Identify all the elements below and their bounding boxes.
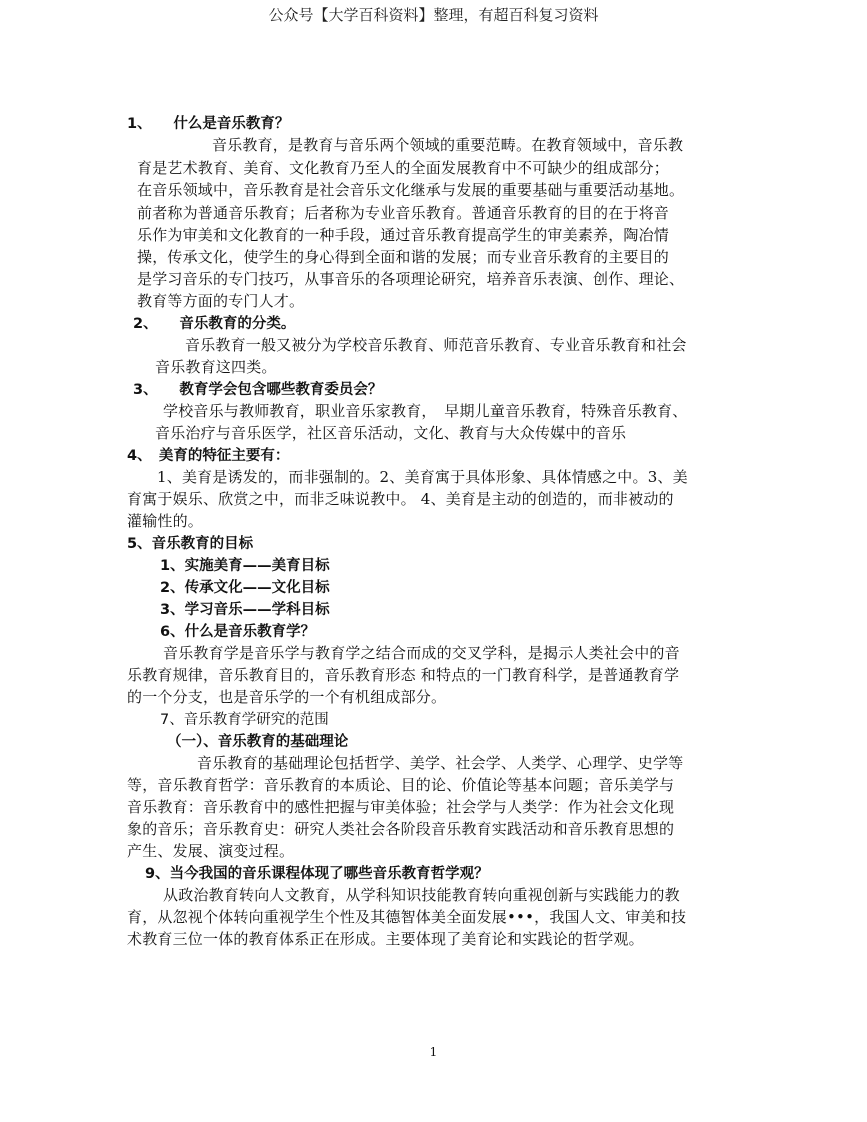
- paragraph-line: 音乐教育一般又被分为学校音乐教育、师范音乐教育、专业音乐教育和社会: [185, 336, 687, 354]
- paragraph-line: 1、美育是诱发的，而非强制的。2、美育寓于具体形象、具体情感之中。3、美: [157, 468, 688, 486]
- heading-5: 5、音乐教育的目标: [127, 536, 254, 552]
- paragraph-line: 灌输性的。: [127, 512, 204, 530]
- paragraph-line: 育寓于娱乐、欣赏之中，而非乏味说教中。 4、美育是主动的创造的，而非被动的: [127, 490, 674, 508]
- paragraph-line: 音乐教育的基础理论包括哲学、美学、社会学、人类学、心理学、史学等: [197, 754, 684, 772]
- heading-3: 3、 教育学会包含哪些教育委员会？: [133, 382, 383, 398]
- page-header: 公众号【大学百科资料】整理，有超百科复习资料: [268, 6, 599, 24]
- heading-6: 6、什么是音乐教育学？: [160, 624, 316, 640]
- paragraph-line: 等，音乐教育哲学：音乐教育的本质论、目的论、价值论等基本问题；音乐美学与: [127, 776, 675, 794]
- heading-1: 1、 什么是音乐教育？: [127, 116, 290, 132]
- paragraph-line: 音乐治疗与音乐医学，社区音乐活动，文化、教育与大众传媒中的音乐: [155, 424, 627, 442]
- paragraph-line: 从政治教育转向人文教育，从学科知识技能教育转向重视创新与实践能力的教: [163, 886, 680, 904]
- paragraph-line: 乐作为审美和文化教育的一种手段，通过音乐教育提高学生的审美素养，陶冶情: [137, 226, 670, 244]
- heading-7: 7、音乐教育学研究的范围: [160, 712, 329, 728]
- paragraph-line: 产生、发展、演变过程。: [127, 842, 295, 860]
- paragraph-line: 前者称为普通音乐教育；后者称为专业音乐教育。普通音乐教育的目的在于将音: [137, 204, 670, 222]
- paragraph-line: 音乐教育这四类。: [155, 358, 277, 376]
- paragraph-line: 乐教育规律，音乐教育目的，音乐教育形态 和特点的一门教育科学，是普通教育学: [127, 666, 680, 684]
- subheading: （一）、音乐教育的基础理论: [167, 734, 349, 750]
- paragraph-line: 育是艺术教育、美育、文化教育乃至人的全面发展教育中不可缺少的组成部分；: [137, 159, 670, 177]
- paragraph-line: 是学习音乐的专门技巧，从事音乐的各项理论研究，培养音乐表演、创作、理论、: [137, 270, 685, 288]
- goal-item: 3、学习音乐——学科目标: [160, 602, 330, 618]
- page-number: 1: [429, 1045, 438, 1059]
- paragraph-line: 象的音乐；音乐教育史：研究人类社会各阶段音乐教育实践活动和音乐教育思想的: [127, 820, 675, 838]
- heading-2: 2、 音乐教育的分类。: [133, 316, 296, 332]
- paragraph-line: 操，传承文化，使学生的身心得到全面和谐的发展；而专业音乐教育的主要目的: [137, 248, 670, 266]
- paragraph-line: 音乐教育学是音乐学与教育学之结合而成的交叉学科，是揭示人类社会中的音: [163, 644, 680, 662]
- paragraph-line: 的一个分支，也是音乐学的一个有机组成部分。: [127, 688, 447, 706]
- paragraph-line: 音乐教育，是教育与音乐两个领域的重要范畴。在教育领域中，音乐教: [212, 136, 684, 154]
- goal-item: 2、传承文化——文化目标: [160, 580, 330, 596]
- paragraph-line: 术教育三位一体的教育体系正在形成。主要体现了美育论和实践论的哲学观。: [127, 930, 644, 948]
- paragraph-line: 学校音乐与教师教育，职业音乐家教育， 早期儿童音乐教育，特殊音乐教育、: [163, 402, 688, 420]
- paragraph-line: 在音乐领域中，音乐教育是社会音乐文化继承与发展的重要基础与重要活动基地。: [137, 181, 685, 199]
- paragraph-line: 教育等方面的专门人才。: [137, 292, 305, 310]
- heading-4: 4、 美育的特征主要有：: [127, 448, 290, 464]
- goal-item: 1、实施美育——美育目标: [160, 558, 330, 574]
- paragraph-line: 育，从忽视个体转向重视学生个性及其德智体美全面发展•••，我国人文、审美和技: [127, 908, 687, 926]
- heading-9: 9、当今我国的音乐课程体现了哪些音乐教育哲学观？: [145, 866, 489, 882]
- paragraph-line: 音乐教育：音乐教育中的感性把握与审美体验；社会学与人类学：作为社会文化现: [127, 798, 675, 816]
